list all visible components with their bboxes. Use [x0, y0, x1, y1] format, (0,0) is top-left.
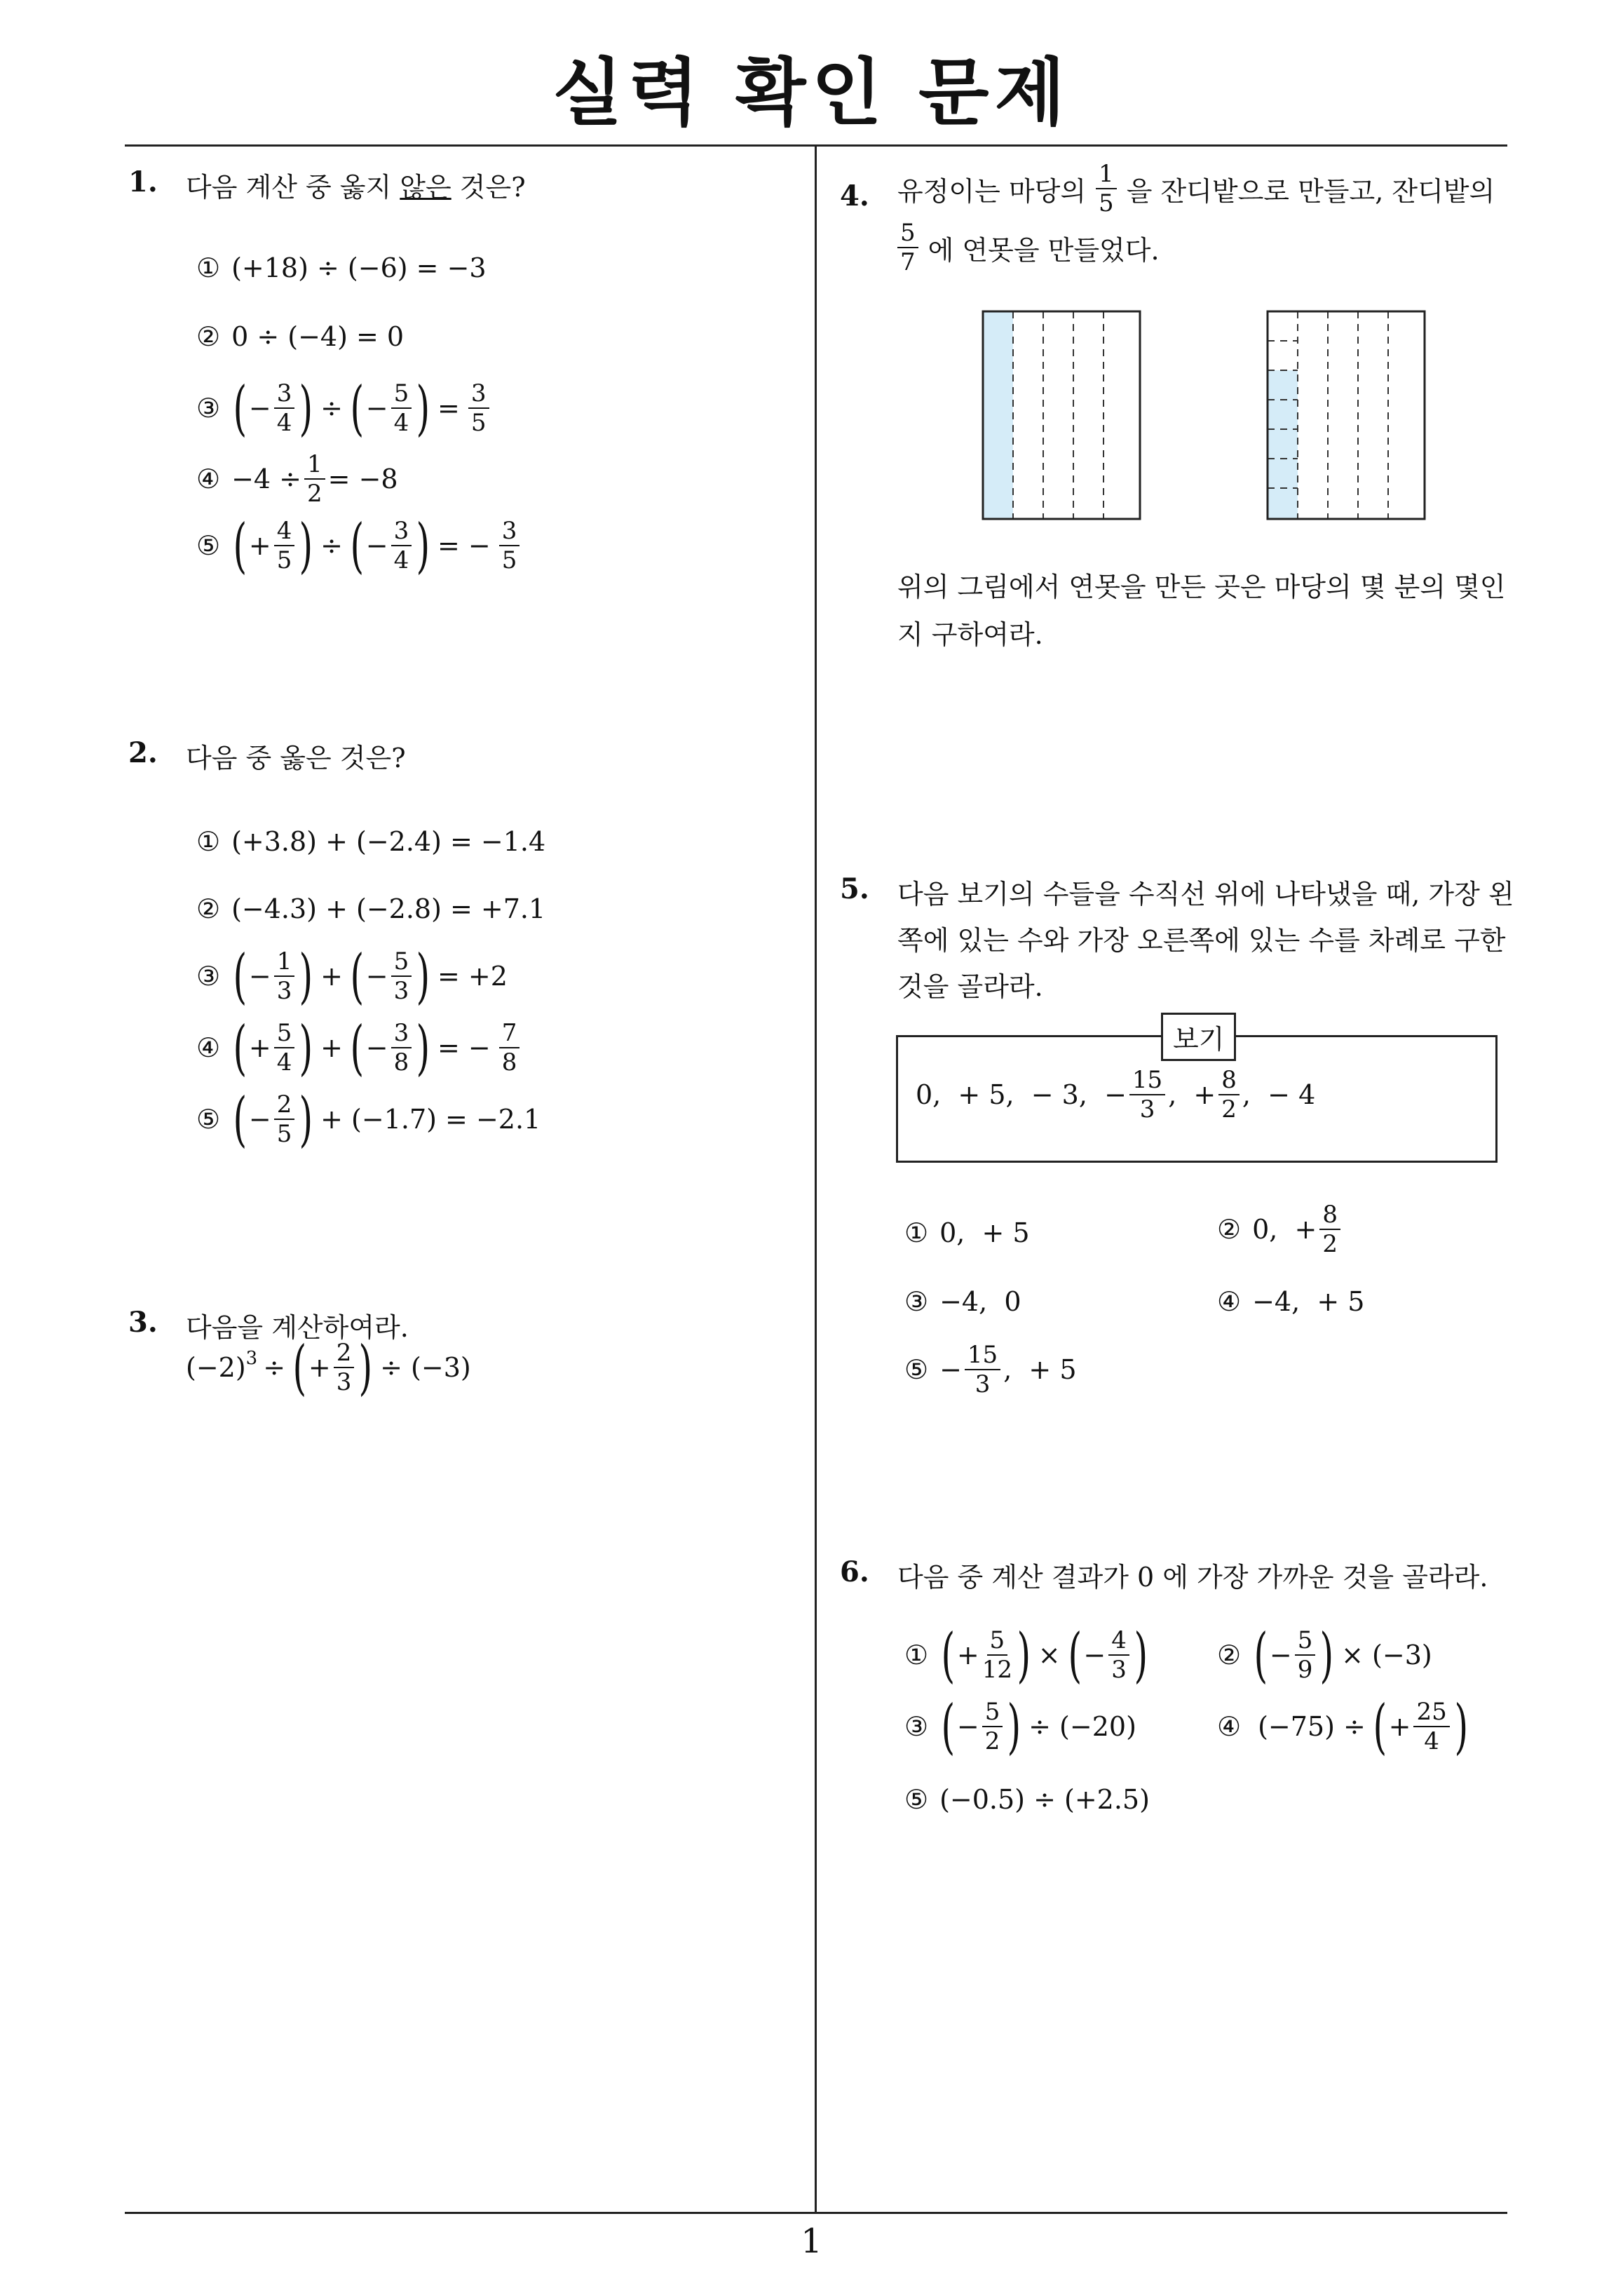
sign: −	[956, 1711, 979, 1742]
denominator: 8	[501, 1048, 517, 1076]
denominator: 3	[1139, 1095, 1155, 1123]
question-5-number: 5.	[840, 872, 869, 905]
option-5-mark: ⑤	[904, 1354, 929, 1385]
q5-option-1[interactable]	[904, 1217, 1030, 1248]
denominator: 4	[1424, 1727, 1439, 1755]
fraction	[1319, 1201, 1340, 1258]
q5-option-3[interactable]	[904, 1286, 1021, 1317]
option-1-mark: ①	[196, 826, 221, 857]
q6-option-5-text: (−0.5) ÷ (+2.5)	[939, 1784, 1150, 1815]
denominator: 3	[336, 1368, 352, 1396]
question-2-number: 2.	[128, 736, 158, 769]
q1-option-2[interactable]	[196, 321, 404, 352]
left-paren: (	[350, 942, 365, 1011]
numerator: 3	[391, 1019, 412, 1048]
question-3-text: 다음을 계산하여라.	[186, 1312, 409, 1343]
q1-option-3[interactable]	[196, 374, 492, 443]
option-2-mark: ②	[196, 893, 221, 924]
numerator: 15	[965, 1341, 1000, 1370]
right-paren: )	[1017, 1621, 1031, 1689]
option-5-mark: ⑤	[904, 1784, 929, 1815]
numerator: 5	[982, 1698, 1003, 1727]
box-numbers-pre: 0, + 5, − 3, −	[916, 1079, 1127, 1110]
fraction	[274, 517, 295, 574]
left-paren: (	[233, 511, 247, 580]
question-5-line-3: 것을 골라라.	[897, 971, 1043, 1002]
right-paren: )	[1454, 1692, 1468, 1761]
equals: = −	[437, 530, 491, 561]
denominator: 5	[470, 409, 487, 437]
fraction	[391, 517, 412, 574]
question-4-after-2: 지 구하여라.	[897, 619, 1043, 650]
left-paren: (	[350, 374, 365, 443]
q2-option-4[interactable]	[196, 1013, 522, 1082]
page-title: 실력 확인 문제	[552, 50, 1071, 135]
q1-option-5[interactable]	[196, 511, 522, 580]
numerator: 5	[274, 1019, 295, 1048]
left-paren: (	[1068, 1621, 1082, 1689]
q6-option-4[interactable]	[1217, 1692, 1470, 1761]
denominator: 3	[1111, 1656, 1127, 1684]
left-paren: (	[1373, 1692, 1387, 1761]
question-1-number: 1.	[128, 166, 158, 198]
numerator: 3	[391, 517, 412, 546]
fraction	[391, 1019, 412, 1076]
option-1-mark: ①	[196, 252, 221, 283]
sign: −	[1269, 1640, 1292, 1670]
fraction	[1096, 160, 1117, 217]
question-5-line-1: 다음 보기의 수들을 수직선 위에 나타냈을 때, 가장 왼	[897, 879, 1514, 910]
numerator: 1	[1096, 160, 1117, 189]
left-paren: (	[1254, 1621, 1268, 1689]
question-1-text: 다음 계산 중 옳지 않은 것은?	[186, 172, 526, 203]
numerator: 1	[304, 450, 325, 480]
sign: −	[248, 961, 271, 992]
denominator: 9	[1297, 1656, 1313, 1684]
sign: +	[956, 1640, 979, 1670]
sign: −	[248, 1104, 271, 1135]
q2-option-1[interactable]	[196, 826, 545, 857]
sign: +	[308, 1352, 331, 1383]
fraction	[274, 1019, 295, 1076]
numerator: 3	[468, 379, 489, 409]
option-5-mark: ⑤	[196, 1104, 221, 1135]
numerator: 4	[274, 517, 295, 546]
left-paren: (	[233, 942, 247, 1011]
left-paren: (	[941, 1621, 956, 1689]
option-3-mark: ③	[904, 1286, 929, 1317]
fraction	[391, 379, 412, 437]
fraction	[1413, 1698, 1449, 1755]
operator: ×	[1038, 1640, 1061, 1670]
numerator: 5	[897, 219, 918, 248]
left-paren: (	[233, 374, 247, 443]
yard-figure-1	[982, 310, 1143, 520]
fraction	[1218, 1066, 1240, 1123]
equals: = −	[437, 1032, 491, 1063]
fraction	[897, 219, 918, 276]
question-6-number: 6.	[840, 1555, 869, 1588]
right-paren: )	[416, 942, 430, 1011]
fraction	[1108, 1626, 1129, 1684]
denominator: 2	[307, 480, 322, 508]
numerator: 5	[987, 1626, 1008, 1656]
exponent: 3	[245, 1348, 258, 1369]
sign: +	[248, 530, 271, 561]
expr-tail: × (−3)	[1341, 1640, 1432, 1670]
question-4-number: 4.	[840, 180, 869, 212]
right-paren: )	[299, 942, 313, 1011]
fraction	[274, 379, 295, 437]
q2-option-2[interactable]	[196, 893, 545, 924]
q5-option-5-post: , + 5	[1003, 1354, 1077, 1385]
numerator: 5	[391, 379, 412, 409]
left-paren: (	[350, 511, 365, 580]
numerator: 3	[274, 379, 295, 409]
expr-tail: + (−1.7) = −2.1	[320, 1104, 541, 1135]
denominator: 3	[393, 977, 409, 1005]
fraction	[304, 450, 325, 508]
numerator: 15	[1129, 1066, 1165, 1095]
box-numbers-post: , − 4	[1242, 1079, 1316, 1110]
fraction	[274, 1090, 295, 1148]
page-number: 1	[801, 2222, 822, 2261]
operator: ÷	[320, 393, 343, 424]
denominator: 3	[975, 1370, 991, 1398]
sign: −	[365, 961, 388, 992]
sign: −	[248, 393, 271, 424]
fraction	[274, 947, 295, 1005]
option-2-mark: ②	[1217, 1214, 1242, 1245]
option-4-mark: ④	[1217, 1711, 1242, 1742]
numerator: 8	[1319, 1201, 1340, 1230]
option-4-mark: ④	[1217, 1286, 1242, 1317]
fraction	[499, 517, 520, 574]
denominator: 12	[982, 1656, 1012, 1684]
equals: =	[437, 393, 460, 424]
fraction	[499, 1019, 520, 1076]
fraction	[468, 379, 489, 437]
lawn-shade	[983, 311, 1013, 519]
denominator: 4	[393, 546, 409, 574]
question-6-text: 다음 중 계산 결과가 0 에 가장 가까운 것을 골라라.	[897, 1562, 1488, 1593]
right-paren: )	[1007, 1692, 1021, 1761]
denominator: 4	[393, 409, 409, 437]
expr-pre: (−75) ÷	[1258, 1711, 1366, 1742]
option-3-mark: ③	[196, 961, 221, 992]
question-3-expression	[186, 1333, 477, 1402]
q5-option-1-text: 0, + 5	[939, 1217, 1030, 1248]
left-paren: (	[292, 1333, 307, 1402]
q6-option-2[interactable]	[1217, 1621, 1438, 1689]
denominator: 4	[276, 409, 292, 437]
left-paren: (	[233, 1013, 247, 1082]
operator: +	[320, 961, 343, 992]
question-2-text: 다음 중 옳은 것은?	[186, 743, 406, 774]
sign: −	[1083, 1640, 1106, 1670]
expr-tail: ÷ (−20)	[1028, 1711, 1136, 1742]
expr-tail: = +2	[437, 961, 508, 992]
q5-option-5[interactable]	[904, 1341, 1077, 1398]
right-paren: )	[1319, 1621, 1334, 1689]
q1-option-4[interactable]	[196, 450, 398, 508]
denominator: 5	[501, 546, 517, 574]
q2-option-1-text: (+3.8) + (−2.4) = −1.4	[231, 826, 546, 857]
q5-option-3-text: −4, 0	[939, 1286, 1021, 1317]
q4-text-c: 에 연못을 만들었다.	[928, 234, 1160, 266]
denominator: 3	[276, 977, 292, 1005]
option-1-mark: ①	[904, 1640, 929, 1670]
right-paren: )	[416, 1013, 430, 1082]
denominator: 5	[276, 546, 292, 574]
option-2-mark: ②	[1217, 1640, 1242, 1670]
example-box-numbers	[916, 1066, 1315, 1123]
q1-option-1[interactable]	[196, 252, 487, 283]
operator: ÷	[320, 530, 343, 561]
expr-pre: −4 ÷	[231, 464, 302, 494]
fraction	[391, 947, 412, 1005]
question-3-number: 3.	[128, 1306, 158, 1339]
q5-option-4-text: −4, + 5	[1252, 1286, 1365, 1317]
numerator: 25	[1413, 1698, 1449, 1727]
left-paren: (	[941, 1692, 956, 1761]
numerator: 5	[391, 947, 412, 977]
right-paren: )	[358, 1333, 373, 1402]
denominator: 2	[1322, 1230, 1338, 1258]
denominator: 5	[276, 1120, 292, 1148]
expr-pre: (−2)	[186, 1352, 246, 1383]
question-4-line-1	[897, 160, 1495, 217]
operator: +	[320, 1032, 343, 1063]
numerator: 5	[1295, 1626, 1316, 1656]
q6-option-3[interactable]	[904, 1692, 1142, 1761]
dashed-dividers	[1013, 311, 1103, 519]
sign: −	[365, 1032, 388, 1063]
question-4-line-2	[897, 219, 1160, 276]
q2-option-2-text: (−4.3) + (−2.8) = +7.1	[231, 893, 546, 924]
q2-option-3[interactable]	[196, 942, 513, 1011]
footer-rule	[125, 2212, 1507, 2214]
option-1-mark: ①	[904, 1217, 929, 1248]
fraction	[965, 1341, 1000, 1398]
pond-shade	[1268, 370, 1298, 519]
option-3-mark: ③	[904, 1711, 929, 1742]
example-box-label: 보기	[1161, 1013, 1236, 1061]
sign: +	[248, 1032, 271, 1063]
denominator: 7	[900, 248, 916, 276]
option-3-mark: ③	[196, 393, 221, 424]
denominator: 2	[1221, 1095, 1237, 1123]
q4-text-b: 을 잔디밭으로 만들고, 잔디밭의	[1126, 175, 1495, 207]
right-paren: )	[416, 511, 430, 580]
sign: −	[365, 393, 388, 424]
right-paren: )	[299, 374, 313, 443]
left-paren: (	[233, 1085, 247, 1154]
fraction	[334, 1339, 355, 1396]
left-paren: (	[350, 1013, 365, 1082]
sign: +	[1388, 1711, 1411, 1742]
right-paren: )	[416, 374, 430, 443]
q4-text-a: 유정이는 마당의	[897, 175, 1087, 207]
right-paren: )	[299, 511, 313, 580]
q6-option-1[interactable]	[904, 1621, 1150, 1689]
q1-option-1-text: (+18) ÷ (−6) = −3	[231, 252, 487, 283]
q6-option-5[interactable]	[904, 1784, 1150, 1815]
fraction	[1295, 1626, 1316, 1684]
denominator: 4	[276, 1048, 292, 1076]
denominator: 5	[1099, 189, 1114, 217]
numerator: 7	[499, 1019, 520, 1048]
numerator: 8	[1218, 1066, 1240, 1095]
column-divider	[815, 146, 817, 2212]
denominator: 8	[393, 1048, 409, 1076]
option-5-mark: ⑤	[196, 530, 221, 561]
expr-post: ÷ (−3)	[380, 1352, 471, 1383]
numerator: 2	[274, 1090, 295, 1120]
question-5-line-2: 쪽에 있는 수와 가장 오른쪽에 있는 수를 차례로 구한	[897, 925, 1506, 956]
expr-post: = −8	[327, 464, 398, 494]
box-numbers-mid: , +	[1168, 1079, 1216, 1110]
option-4-mark: ④	[196, 464, 221, 494]
q5-option-2[interactable]	[1217, 1201, 1343, 1258]
q5-option-4[interactable]	[1217, 1286, 1364, 1317]
fraction	[982, 1626, 1012, 1684]
denominator: 2	[984, 1727, 1000, 1755]
sign: −	[365, 530, 388, 561]
right-paren: )	[299, 1013, 313, 1082]
numerator: 3	[499, 517, 520, 546]
q5-option-2-pre: 0, +	[1252, 1214, 1317, 1245]
operator: ÷	[263, 1352, 286, 1383]
fraction	[982, 1698, 1003, 1755]
numerator: 2	[334, 1339, 355, 1368]
right-paren: )	[1134, 1621, 1148, 1689]
question-4-after-1: 위의 그림에서 연못을 만든 곳은 마당의 몇 분의 몇인	[897, 572, 1506, 602]
numerator: 1	[274, 947, 295, 977]
right-paren: )	[299, 1085, 313, 1154]
numerator: 4	[1108, 1626, 1129, 1656]
fraction	[1129, 1066, 1165, 1123]
option-4-mark: ④	[196, 1032, 221, 1063]
option-2-mark: ②	[196, 321, 221, 352]
q2-option-5[interactable]	[196, 1085, 546, 1154]
yard-figure-2	[1266, 310, 1427, 520]
q1-option-2-text: 0 ÷ (−4) = 0	[231, 321, 405, 352]
q5-option-5-pre: −	[939, 1354, 962, 1385]
